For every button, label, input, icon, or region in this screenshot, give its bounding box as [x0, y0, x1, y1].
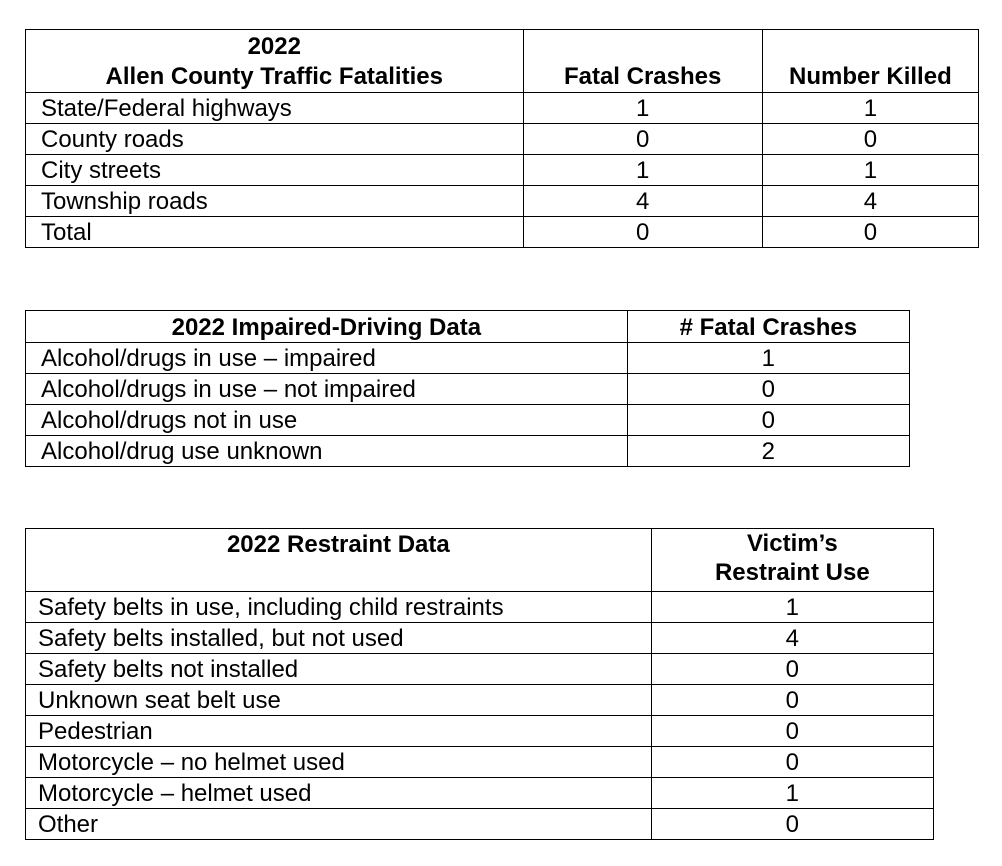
restraint-use-cell: 0 [651, 654, 933, 685]
fatal-crashes-cell: 0 [523, 124, 762, 155]
restraint-use-cell: 4 [651, 623, 933, 654]
number-killed-cell: 0 [762, 217, 978, 248]
restraint-header-line1: Victim’s [746, 530, 838, 557]
fatal-crashes-cell: 1 [523, 93, 762, 124]
table-row [26, 124, 979, 155]
fatalities-title-text: Allen County Traffic Fatalities [105, 63, 443, 90]
table-row [26, 623, 934, 654]
number-killed-cell: 0 [762, 124, 978, 155]
row-label: City streets [26, 155, 524, 186]
table-row [26, 716, 934, 747]
row-label: Alcohol/drugs not in use [26, 405, 628, 436]
fatalities-table [25, 29, 979, 248]
fatal-crashes-cell: 4 [523, 186, 762, 217]
restraint-table [25, 528, 934, 840]
fatal-crashes-cell: 0 [523, 217, 762, 248]
table-row [26, 374, 910, 405]
table-row [26, 343, 910, 374]
impaired-title-header: 2022 Impaired-Driving Data [26, 311, 628, 343]
restraint-use-cell: 0 [651, 747, 933, 778]
row-label: Total [26, 217, 524, 248]
number-killed-cell: 4 [762, 186, 978, 217]
fatal-crashes-cell: 1 [523, 155, 762, 186]
row-label: Township roads [26, 186, 524, 217]
row-label: County roads [26, 124, 524, 155]
table-row [26, 809, 934, 840]
table-row [26, 186, 979, 217]
table-header-row [26, 30, 979, 93]
number-killed-cell: 1 [762, 93, 978, 124]
row-label: Unknown seat belt use [26, 685, 652, 716]
restraint-header-line2: Restraint Use [714, 559, 870, 586]
table-row [26, 405, 910, 436]
number-killed-column-header: Number Killed [762, 30, 978, 93]
table-row [26, 747, 934, 778]
fatal-crashes-cell: 0 [627, 405, 909, 436]
restraint-title-header: 2022 Restraint Data [26, 529, 652, 592]
row-label: Alcohol/drug use unknown [26, 436, 628, 467]
table-row [26, 217, 979, 248]
fatalities-title-header [26, 30, 524, 93]
table-row [26, 778, 934, 809]
row-label: Motorcycle – no helmet used [26, 747, 652, 778]
row-label: State/Federal highways [26, 93, 524, 124]
table-row [26, 155, 979, 186]
row-label: Motorcycle – helmet used [26, 778, 652, 809]
row-label: Alcohol/drugs in use – not impaired [26, 374, 628, 405]
table-row [26, 436, 910, 467]
fatalities-title-year: 2022 [247, 33, 301, 60]
fatal-crashes-cell: 1 [627, 343, 909, 374]
restraint-use-column-header [651, 529, 933, 592]
row-label: Other [26, 809, 652, 840]
table-row [26, 654, 934, 685]
row-label: Alcohol/drugs in use – impaired [26, 343, 628, 374]
restraint-use-cell: 1 [651, 778, 933, 809]
number-killed-cell: 1 [762, 155, 978, 186]
row-label: Safety belts not installed [26, 654, 652, 685]
table-row [26, 592, 934, 623]
table-row [26, 685, 934, 716]
table-header-row [26, 529, 934, 592]
row-label: Safety belts in use, including child restraints [26, 592, 652, 623]
restraint-use-cell: 1 [651, 592, 933, 623]
row-label: Safety belts installed, but not used [26, 623, 652, 654]
fatal-crashes-cell: 0 [627, 374, 909, 405]
restraint-use-cell: 0 [651, 716, 933, 747]
row-label: Pedestrian [26, 716, 652, 747]
impaired-driving-table [25, 310, 910, 467]
fatal-crashes-column-header: # Fatal Crashes [627, 311, 909, 343]
table-header-row [26, 311, 910, 343]
fatal-crashes-column-header: Fatal Crashes [523, 30, 762, 93]
table-row [26, 93, 979, 124]
restraint-use-cell: 0 [651, 685, 933, 716]
restraint-use-cell: 0 [651, 809, 933, 840]
fatal-crashes-cell: 2 [627, 436, 909, 467]
